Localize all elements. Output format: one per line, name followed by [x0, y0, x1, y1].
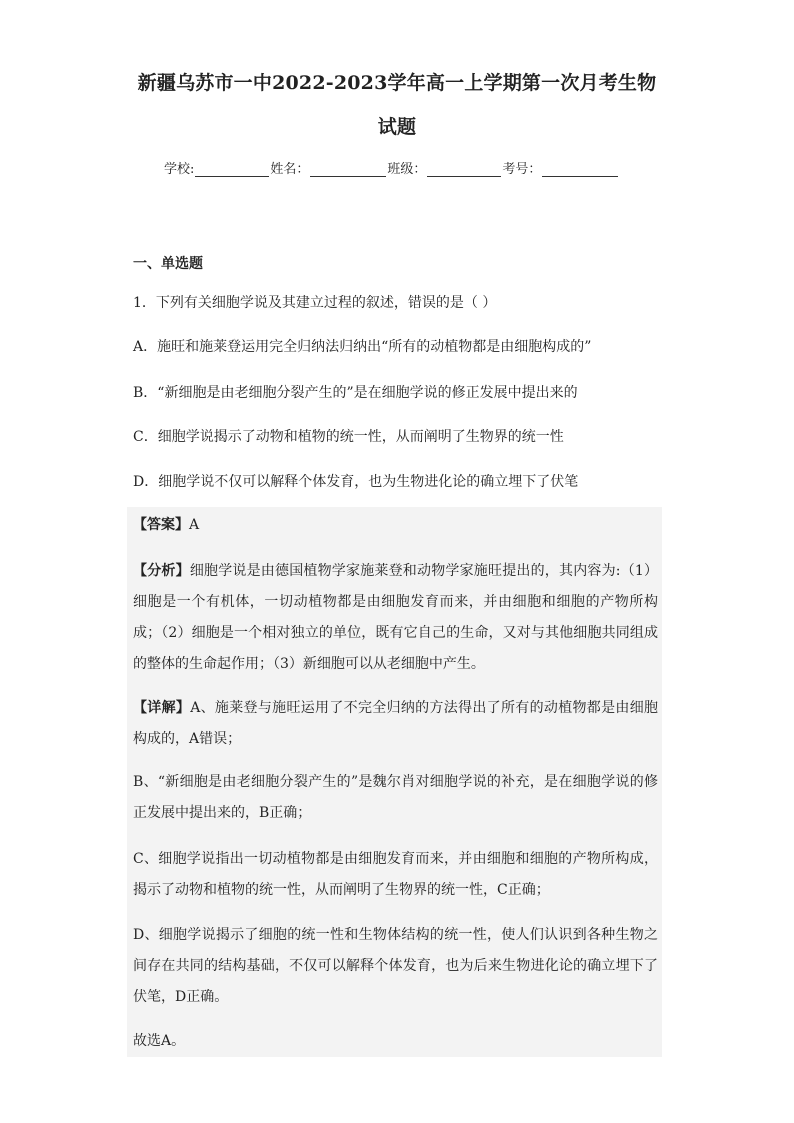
analysis-text: 细胞学说是由德国植物学家施莱登和动物学家施旺提出的，其内容为:（1）细胞是一个有机体，一切动植物都是由细胞发育而来，并由细胞和细胞的产物所构成；（2）细胞是一个相对独立的单位，既有它自己的生命，又对与其他细胞共同组成的整体的生命起作用；（3）新细胞可以从老细胞中产生。: [133, 563, 659, 672]
name-blank: [310, 162, 386, 177]
option-c: C．细胞学说揭示了动物和植物的统一性，从而阐明了生物界的统一性: [133, 429, 564, 445]
analysis-paragraph: [133, 556, 658, 680]
conclusion-line: 故选A。: [133, 1033, 186, 1049]
detail-paragraph-b: B、“新细胞是由老细胞分裂产生的”是魏尔肖对细胞学说的补充，是在细胞学说的修正发展中提出来的，B正确；: [133, 774, 658, 821]
answer-line: [133, 510, 658, 541]
detail-tag: 【详解】: [133, 700, 191, 716]
number-blank: [542, 162, 618, 177]
detail-paragraph-a: [133, 693, 658, 755]
option-b: B．“新细胞是由老细胞分裂产生的”是在细胞学说的修正发展中提出来的: [133, 385, 578, 401]
analysis-tag: 【分析】: [133, 563, 190, 579]
detail-a-text: A、施莱登与施旺运用了不完全归纳的方法得出了所有的动植物都是由细胞构成的，A错误；: [133, 700, 659, 747]
section-heading: 一、单选题: [133, 256, 203, 272]
detail-paragraph-c: C、细胞学说指出一切动植物都是由细胞发育而来，并由细胞和细胞的产物所构成，揭示了动物和植物的统一性，从而阐明了生物界的统一性，C正确；: [133, 851, 658, 898]
doc-title-line2: 试题: [377, 116, 417, 138]
student-info-fields: [164, 158, 644, 177]
school-blank: [195, 162, 269, 177]
option-a: A．施旺和施莱登运用完全归纳法归纳出“所有的动植物都是由细胞构成的”: [133, 339, 592, 355]
detail-paragraph-d: D、细胞学说揭示了细胞的统一性和生物体结构的统一性，使人们认识到各种生物之间存在共同的结构基础，不仅可以解释个体发育，也为后来生物进化论的确立埋下了伏笔，D正确。: [133, 927, 658, 1005]
doc-title-line1: 新疆乌苏市一中2022-2023学年高一上学期第一次月考生物: [137, 72, 657, 94]
class-blank: [427, 162, 501, 177]
answer-tag: 【答案】: [133, 517, 189, 533]
answer-value: A: [189, 517, 200, 533]
name-label: 姓名：: [270, 162, 310, 177]
class-label: 班级：: [387, 162, 427, 177]
number-label: 考号：: [502, 162, 542, 177]
school-label: 学校:: [164, 162, 195, 177]
question-stem: 1．下列有关细胞学说及其建立过程的叙述，错误的是（ ）: [133, 295, 497, 311]
option-d: D．细胞学说不仅可以解释个体发育，也为生物进化论的确立埋下了伏笔: [133, 474, 579, 490]
